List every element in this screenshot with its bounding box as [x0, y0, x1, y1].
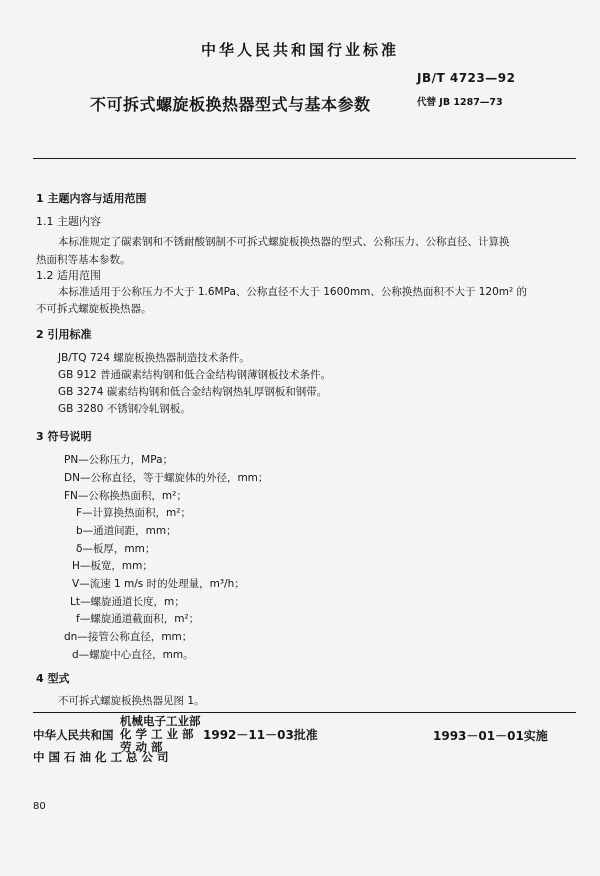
- symbol-item: d—螺旋中心直径，mm。: [72, 649, 194, 661]
- section-1-2-heading: 1.2 适用范围: [36, 269, 101, 282]
- symbol-item: DN—公称直径，等于螺旋体的外径，mm；: [64, 472, 269, 484]
- section-2-heading: 2 引用标准: [36, 328, 92, 341]
- symbol-item: f—螺旋通道截面积，m²；: [76, 613, 200, 625]
- section-4-heading: 4 型式: [36, 672, 70, 685]
- section-3-heading: 3 符号说明: [36, 430, 92, 443]
- corporation: 中 国 石 油 化 工 总 公 司: [33, 750, 169, 764]
- section-1-2-text-line1: 本标准适用于公称压力不大于 1.6MPa、公称直径不大于 1600mm、公称换热面积不大于 120m² 的: [58, 286, 528, 298]
- section-4-text: 不可拆式螺旋板换热器见图 1。: [58, 695, 205, 707]
- standard-category: 中华人民共和国行业标准: [200, 41, 399, 59]
- header-divider: [33, 158, 576, 159]
- symbol-item: F—计算换热面积，m²；: [76, 507, 191, 519]
- reference-item: GB 3274 碳素结构钢和低合金结构钢热轧厚钢板和钢带。: [58, 386, 328, 398]
- replaces-code: 代替 JB 1287—73: [417, 97, 503, 108]
- ministry-2: 化 学 工 业 部: [120, 727, 194, 741]
- reference-item: GB 912 普通碳素结构钢和低合金结构钢薄钢板技术条件。: [58, 369, 332, 381]
- section-1-1-heading: 1.1 主题内容: [36, 215, 101, 228]
- document-title: 不可拆式螺旋板换热器型式与基本参数: [90, 95, 371, 114]
- effective-date: 1993－01－01实施: [433, 729, 548, 743]
- symbol-item: PN—公称压力，MPa；: [64, 454, 174, 466]
- symbol-item: V—流速 1 m/s 时的处理量，m³/h；: [72, 578, 245, 590]
- page-number: 80: [33, 801, 46, 812]
- symbol-item: FN—公称换热面积，m²；: [64, 490, 187, 502]
- symbol-item: δ—板厚，mm；: [76, 543, 156, 555]
- reference-item: JB/TQ 724 螺旋板换热器制造技术条件。: [58, 352, 250, 364]
- section-1-1-text-line1: 本标准规定了碳素钢和不锈耐酸钢制不可拆式螺旋板换热器的型式、公称压力、公称直径、计算换: [58, 236, 510, 248]
- ministry-3: 劳 动 部: [120, 740, 163, 754]
- ministry-1: 机械电子工业部: [120, 714, 201, 728]
- issuer: 中华人民共和国: [33, 728, 114, 742]
- section-1-1-text-line2: 热面积等基本参数。: [36, 254, 131, 266]
- reference-item: GB 3280 不锈钢冷轧钢板。: [58, 403, 191, 415]
- approval-date: 1992－11－03批准: [203, 728, 318, 742]
- section-1-2-text-line2: 不可拆式螺旋板换热器。: [36, 303, 152, 315]
- standard-code: JB/T 4723—92: [417, 71, 516, 85]
- section-1-heading: 1 主题内容与适用范围: [36, 192, 147, 205]
- footer-divider: [33, 712, 576, 713]
- symbol-item: Lt—螺旋通道长度，m；: [70, 596, 185, 608]
- symbol-item: dn—接管公称直径，mm；: [64, 631, 193, 643]
- symbol-item: H—板宽，mm；: [72, 560, 153, 572]
- symbol-item: b—通道间距，mm；: [76, 525, 177, 537]
